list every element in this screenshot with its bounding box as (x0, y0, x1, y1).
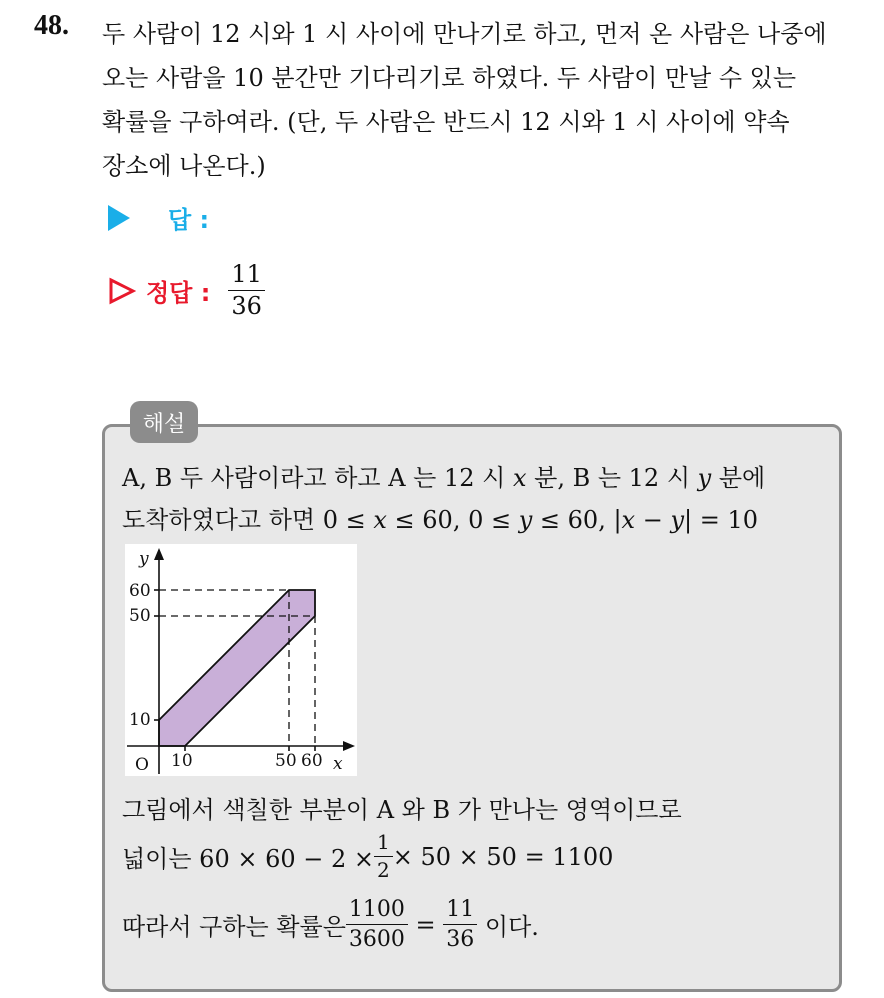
outline-triangle-icon (108, 277, 136, 305)
question-line-1: 두 사람이 12 시와 1 시 사이에 만나기로 하고, 먼저 온 사람은 나중에 (102, 20, 827, 48)
question-text (102, 12, 862, 188)
var-x: x (621, 506, 636, 534)
sol5-text-a: 따라서 구하는 확률은 (122, 913, 346, 942)
y-axis-label: y (139, 549, 149, 569)
x-tick-10: 10 (171, 751, 193, 771)
reduced-numerator: 11 (443, 898, 477, 925)
var-x: x (373, 506, 387, 534)
question-line-4: 장소에 나온다.) (102, 152, 266, 180)
meeting-region (159, 590, 315, 746)
origin-label: O (135, 755, 149, 775)
sol2-text-b: ≤ 60, 0 ≤ (386, 506, 519, 534)
correct-answer-label: 정답 : (146, 279, 211, 308)
x-tick-60: 60 (301, 751, 323, 771)
solution-line-2 (122, 500, 758, 535)
y-tick-50: 50 (129, 606, 151, 626)
solution-line-4 (122, 832, 613, 881)
var-y: y (670, 506, 685, 534)
solution-tab: 해설 (130, 401, 198, 443)
solution-line-3: 그림에서 색칠한 부분이 A 와 B 가 만나는 영역이므로 (122, 796, 682, 824)
correct-answer-fraction (228, 262, 265, 319)
answer-row[interactable] (108, 200, 209, 235)
y-axis-arrow (154, 548, 164, 560)
play-triangle-icon (108, 205, 130, 231)
probability-fraction-reduced (443, 898, 477, 951)
sol4-text-b: × 50 × 50 = 1100 (392, 842, 614, 871)
sol1-text-a: A, B 두 사람이라고 하고 A 는 12 시 (122, 464, 513, 492)
probability-fraction-raw (346, 898, 408, 951)
var-y: y (697, 464, 712, 492)
graph-svg (125, 544, 357, 776)
sol2-text-c: ≤ 60, | (532, 506, 622, 534)
region-graph (125, 544, 357, 776)
sol1-text-c: 분에 (711, 464, 766, 492)
correct-numerator: 11 (228, 262, 265, 291)
sol2-text-d: − (635, 506, 671, 534)
sol4-text-a: 넓이는 60 × 60 − 2 × (122, 845, 375, 873)
var-x: x (512, 464, 527, 492)
half-numerator: 1 (374, 832, 393, 857)
equals-sign: = (407, 910, 444, 939)
sol5-text-b: 이다. (477, 913, 539, 942)
x-tick-50: 50 (275, 751, 297, 771)
half-denominator: 2 (377, 858, 390, 882)
half-fraction (374, 832, 393, 881)
correct-answer-row (108, 262, 265, 319)
y-tick-60: 60 (129, 581, 151, 601)
x-axis-arrow (343, 741, 355, 751)
solution-line-1 (122, 458, 765, 493)
var-y: y (518, 506, 533, 534)
sol2-text-a: 도착하였다고 하면 0 ≤ (122, 506, 374, 534)
solution-line-5 (122, 898, 539, 951)
question-line-3: 확률을 구하여라. (단, 두 사람은 반드시 12 시와 1 시 사이에 약속 (102, 108, 790, 136)
answer-label: 답 : (168, 206, 210, 234)
question-number: 48. (34, 10, 69, 41)
question-line-2: 오는 사람을 10 분간만 기다리기로 하였다. 두 사람이 만날 수 있는 (102, 64, 797, 92)
y-tick-10: 10 (129, 710, 151, 730)
sol1-text-b: 분, B 는 12 시 (526, 464, 698, 492)
sol2-text-e: | = 10 (684, 506, 759, 534)
reduced-denominator: 36 (446, 927, 475, 953)
x-axis-label: x (333, 754, 343, 774)
raw-numerator: 1100 (346, 898, 408, 925)
correct-denominator: 36 (231, 292, 262, 321)
raw-denominator: 3600 (348, 927, 405, 953)
